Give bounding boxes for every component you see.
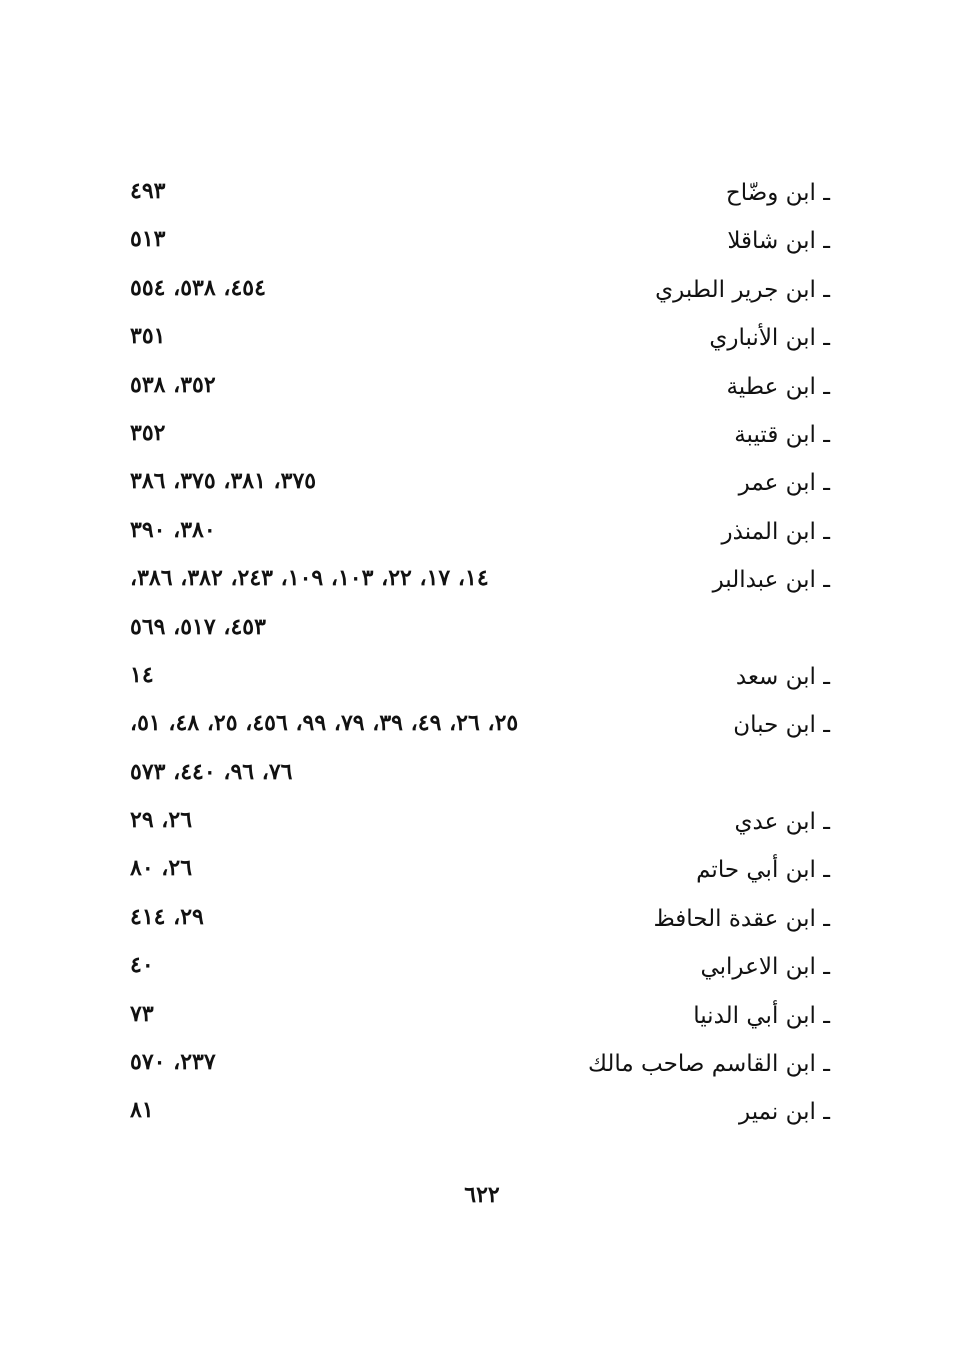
index-entry-continuation <box>130 614 830 662</box>
entry-name: ـ ابن جرير الطبري <box>655 276 830 303</box>
entry-name: ـ ابن الأنباري <box>709 325 830 352</box>
entry-pages: ٧٣ <box>130 1000 154 1027</box>
index-entry <box>130 662 830 710</box>
index-entry <box>130 710 830 758</box>
entry-name: ـ ابن القاسم صاحب مالك <box>588 1051 830 1078</box>
index-entry <box>130 323 830 371</box>
entry-name: ـ ابن عقدة الحافظ <box>653 905 830 932</box>
index-entry <box>130 420 830 468</box>
index-entry <box>130 226 830 274</box>
entry-pages: ١٤، ١٧، ٢٢، ١٠٣، ١٠٩، ٢٤٣، ٣٨٢، ٣٨٦، <box>130 565 489 592</box>
entry-pages: ٣٧٥، ٣٨١، ٣٧٥، ٣٨٦ <box>130 468 317 495</box>
entry-pages: ٧٦، ٩٦، ٤٤٠، ٥٧٣ <box>130 758 293 785</box>
entry-pages: ٢٦، ٢٩ <box>130 807 193 834</box>
entry-name: ـ ابن أبي الدنيا <box>693 1002 830 1029</box>
index-entry-continuation <box>130 759 830 807</box>
entry-name: ـ ابن أبي حاتم <box>696 857 830 884</box>
entry-name: ـ ابن سعد <box>735 663 830 690</box>
entry-pages: ٤٠ <box>130 952 154 979</box>
entry-name: ـ ابن الاعرابي <box>700 954 830 981</box>
entry-pages: ٨١ <box>130 1097 154 1124</box>
entry-pages: ٥١٣ <box>130 226 166 253</box>
entry-pages: ٤٥٣، ٥١٧، ٥٦٩ <box>130 613 266 640</box>
index-entry <box>130 952 830 1000</box>
entry-name: ـ ابن عطية <box>726 373 830 400</box>
index-entry <box>130 855 830 903</box>
entry-name: ـ ابن قتيبة <box>734 421 830 448</box>
entry-name: ـ ابن عمر <box>738 470 830 497</box>
entry-pages: ٢٥، ٢٦، ٤٩، ٣٩، ٧٩، ٩٩، ٤٥٦، ٢٥، ٤٨، ٥١، <box>130 710 519 737</box>
index-entry <box>130 1097 830 1145</box>
entry-pages: ٢٦، ٨٠ <box>130 855 193 882</box>
entry-name: ـ ابن عدي <box>734 809 830 836</box>
entry-pages: ٣٥٢ <box>130 419 166 446</box>
index-entry <box>130 517 830 565</box>
index-entry <box>130 904 830 952</box>
index-entry <box>130 275 830 323</box>
entry-pages: ٢٣٧، ٥٧٠ <box>130 1049 216 1076</box>
entry-pages: ٣٥٢، ٥٣٨ <box>130 371 216 398</box>
page-number: ٦٢٢ <box>464 1182 500 1208</box>
entry-pages: ٢٩، ٤١٤ <box>130 903 204 930</box>
index-entry <box>130 1049 830 1097</box>
entry-pages: ٣٥١ <box>130 323 166 350</box>
entry-pages: ٤٥٤، ٥٣٨، ٥٥٤ <box>130 274 266 301</box>
index-entry <box>130 178 830 226</box>
entry-name: ـ ابن عبدالبر <box>712 567 830 594</box>
entry-name: ـ ابن نمير <box>739 1099 830 1126</box>
entry-pages: ٤٩٣ <box>130 178 166 204</box>
entry-pages: ١٤ <box>130 661 154 688</box>
entry-name: ـ ابن شاقلا <box>727 228 830 255</box>
entry-name: ـ ابن حبان <box>733 712 830 739</box>
entry-name: ـ ابن المنذر <box>721 518 830 545</box>
index-entry <box>130 468 830 516</box>
index-entry <box>130 565 830 613</box>
index-list <box>130 178 830 1146</box>
entry-name: ـ ابن وضّاح <box>725 180 830 206</box>
index-entry <box>130 372 830 420</box>
entry-pages: ٣٨٠، ٣٩٠ <box>130 516 216 543</box>
index-entry <box>130 1001 830 1049</box>
index-entry <box>130 807 830 855</box>
